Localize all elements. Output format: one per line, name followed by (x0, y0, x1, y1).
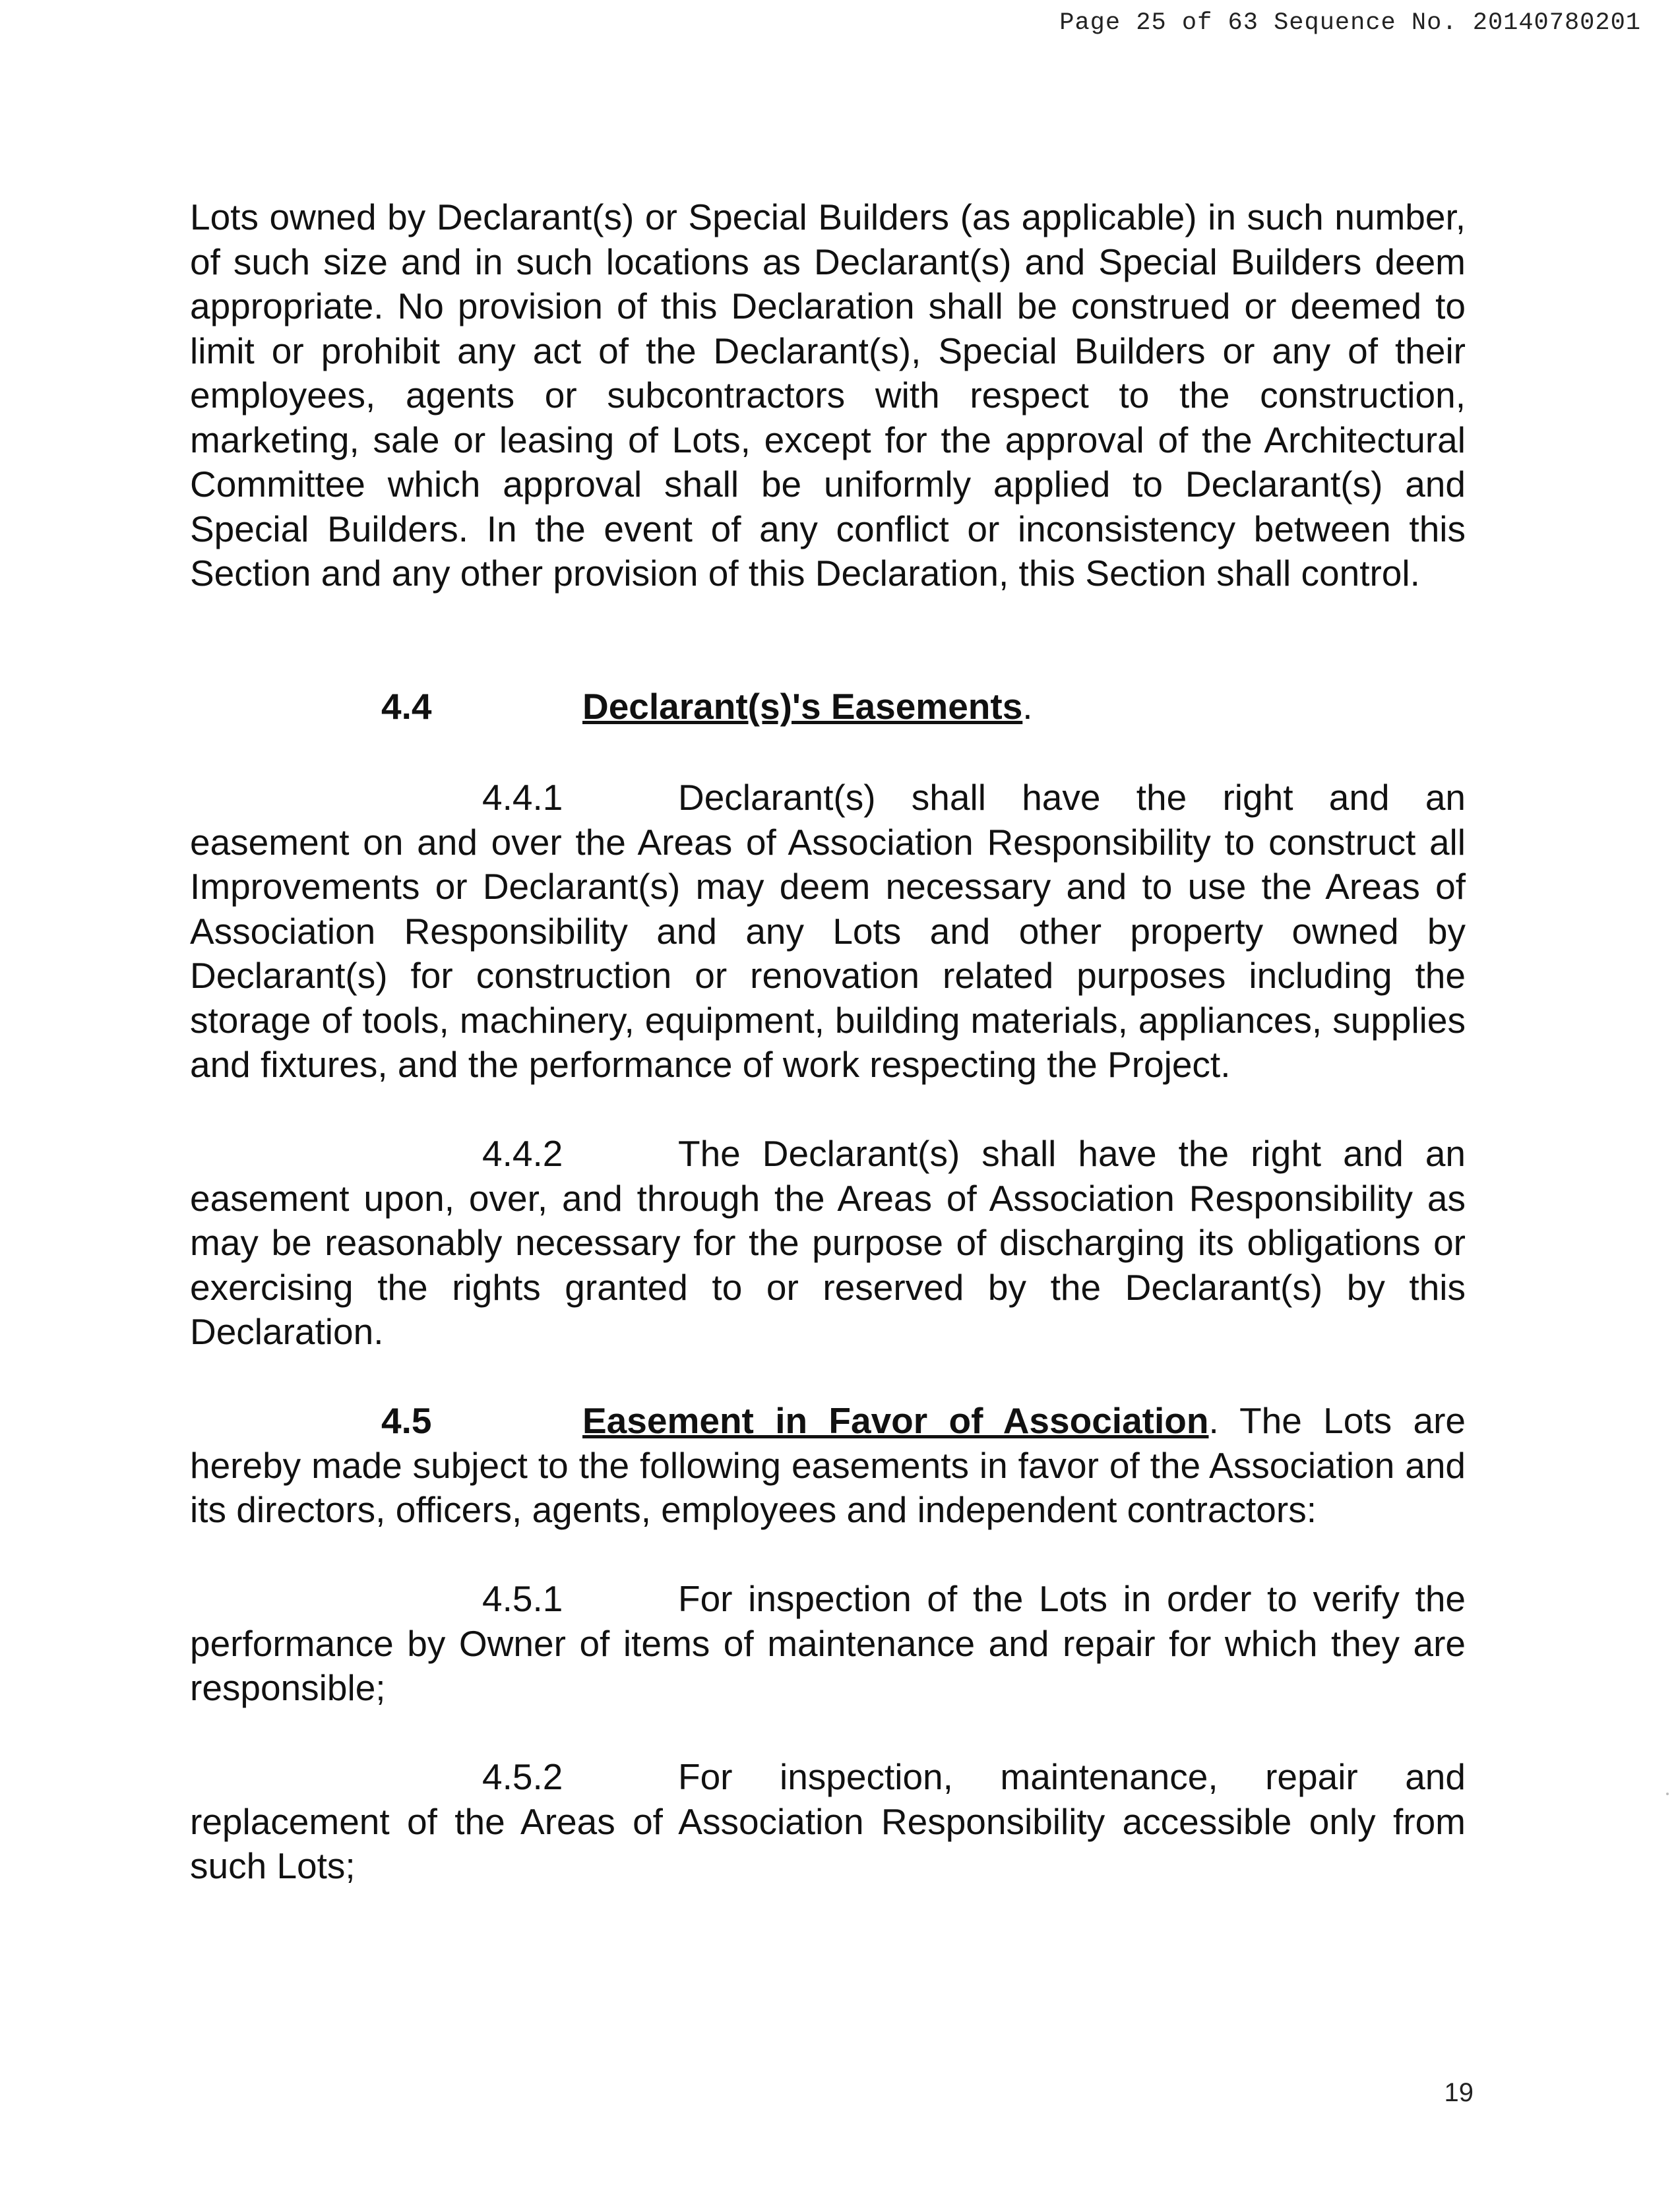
section-title-4-4: Declarant(s)'s Easements (582, 686, 1023, 727)
item-4-5-2 (190, 1755, 1466, 1889)
section-title-4-4-period: . (1022, 686, 1033, 727)
item-4-5-1 (190, 1577, 1466, 1711)
item-text-4-5-1: For inspection of the Lots in order to verify the performance by Owner of items of maintenance and repair for which they are responsible; (190, 1578, 1466, 1708)
item-4-4-1-block (190, 776, 1466, 1088)
page-header-sequence: Page 25 of 63 Sequence No. 20140780201 (1059, 9, 1641, 37)
item-number-4-4-2: 4.4.2 (482, 1133, 563, 1174)
item-number-4-5-1: 4.5.1 (482, 1578, 563, 1619)
item-4-4-2-block (190, 1132, 1466, 1355)
section-4-5-block (190, 1399, 1466, 1533)
section-number-4-5: 4.5 (381, 1400, 432, 1441)
continuation-paragraph: Lots owned by Declarant(s) or Special Builders (as applicable) in such number, of such size and in such locations as Declarant(s) and Special Builders deem appropriate. No provision of this Declaration shall be construed or deemed to limit or prohibit any act of the Declarant(s), Special Builders or any of their employees, agents or subcontractors with respect to the construction, marketing, sale or leasing of Lots, except for the approval of the Architectural Committee which approval shall be uniformly applied to Declarant(s) and Special Builders. In the event of any conflict or inconsistency between this Section and any other provision of this Declaration, this Section shall control. (190, 197, 1466, 594)
item-4-5-2-block (190, 1755, 1466, 1889)
scan-speck (1666, 1793, 1669, 1795)
continuation-paragraph-block (190, 195, 1466, 596)
item-text-4-4-1: Declarant(s) shall have the right and an easement on and over the Areas of Association Responsibility to construct all Improvements or Declarant(s) may deem necessary and to use the Areas of Association Responsibility and any Lots and other property owned by Declarant(s) for construction or renovation related purposes including the storage of tools, machinery, equipment, building materials, appliances, supplies and fixtures, and the performance of work respecting the Project. (190, 777, 1466, 1085)
section-title-4-4-wrapper (582, 685, 1033, 729)
section-number-4-4: 4.4 (381, 686, 432, 727)
item-4-5-1-block (190, 1577, 1466, 1711)
section-text-4-5: The Lots are hereby made subject to the following easements in favor of the Association and its directors, officers, agents, employees and independent contractors: (190, 1400, 1466, 1530)
section-title-4-5-period: . (1208, 1400, 1219, 1441)
item-4-4-2 (190, 1132, 1466, 1355)
section-4-5-paragraph (190, 1399, 1466, 1533)
item-4-4-1 (190, 776, 1466, 1088)
item-number-4-4-1: 4.4.1 (482, 777, 563, 818)
item-number-4-5-2: 4.5.2 (482, 1756, 563, 1797)
page-number: 19 (1444, 2078, 1474, 2107)
item-text-4-5-2: For inspection, maintenance, repair and replacement of the Areas of Association Responsibility accessible only from such Lots; (190, 1756, 1466, 1886)
item-text-4-4-2: The Declarant(s) shall have the right and an easement upon, over, and through the Areas of Association Responsibility as may be reasonably necessary for the purpose of discharging its obligations or exercising the rights granted to or reserved by the Declarant(s) by this Declaration. (190, 1133, 1466, 1352)
section-title-4-5: Easement in Favor of Association (582, 1400, 1209, 1441)
